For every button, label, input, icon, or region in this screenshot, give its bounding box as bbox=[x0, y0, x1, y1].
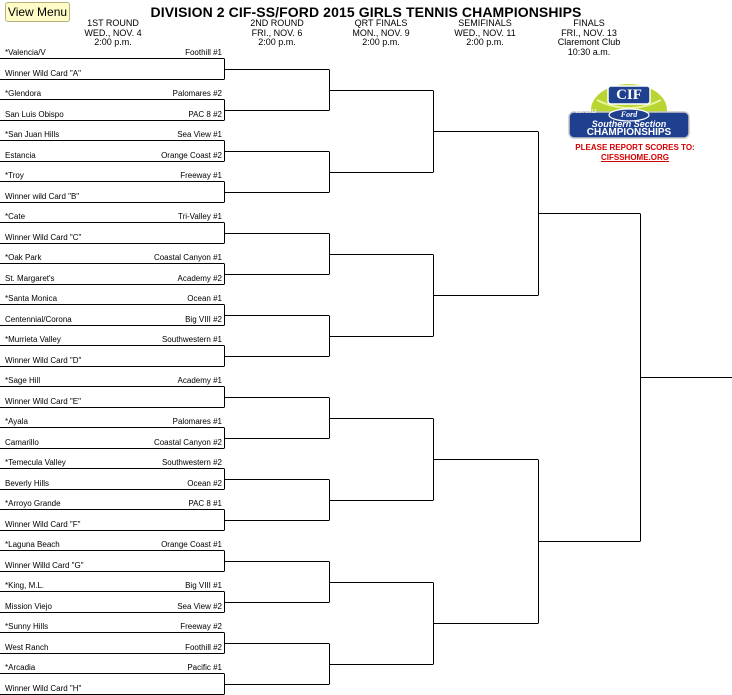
team-name: Winner wild Card "B" bbox=[5, 192, 80, 201]
report-link[interactable]: CIFSSHOME.ORG bbox=[600, 152, 669, 162]
team-name: *Troy bbox=[5, 171, 24, 180]
report-scores-notice bbox=[555, 143, 715, 162]
team-seed: Palomares #1 bbox=[172, 417, 222, 426]
team-name: *Sage Hill bbox=[5, 376, 41, 385]
team-seed: Coastal Canyon #1 bbox=[153, 253, 222, 262]
team-seed: Ocean #2 bbox=[187, 479, 222, 488]
team-seed: Tri-Valley #1 bbox=[177, 212, 222, 221]
round-time: 2:00 p.m. bbox=[466, 37, 504, 47]
team-seed: Orange Coast #2 bbox=[161, 151, 222, 160]
team-name: *Valencia/V bbox=[5, 48, 46, 57]
team-name: *Oak Park bbox=[5, 253, 42, 262]
page-title: DIVISION 2 CIF-SS/FORD 2015 GIRLS TENNIS CHAMPIONSHIPS bbox=[150, 4, 582, 20]
team-name: Estancia bbox=[5, 151, 36, 160]
round-time: Claremont Club bbox=[557, 37, 621, 47]
team-seed: Academy #1 bbox=[177, 376, 222, 385]
logo-line1: Southern Section bbox=[591, 119, 667, 129]
team-seed: Foothill #1 bbox=[185, 48, 222, 57]
team-name: *Santa Monica bbox=[5, 294, 58, 303]
round-name: FINALS bbox=[573, 18, 605, 28]
round-name: 2ND ROUND bbox=[250, 18, 304, 28]
round-extra: 10:30 a.m. bbox=[567, 46, 611, 57]
team-name: Centennial/Corona bbox=[5, 315, 72, 324]
team-name: Winner Wild Card "A" bbox=[5, 69, 81, 78]
team-seed: Foothill #2 bbox=[185, 643, 222, 652]
team-name: San Luis Obispo bbox=[5, 110, 64, 119]
round-name: SEMIFINALS bbox=[458, 18, 512, 28]
team-name: *San Juan Hills bbox=[5, 130, 60, 139]
team-name: *Arcadia bbox=[5, 663, 36, 672]
round-name: QRT FINALS bbox=[354, 18, 408, 28]
team-name: Winner Wild Card "C" bbox=[5, 233, 82, 242]
team-seed: Palomares #2 bbox=[172, 89, 222, 98]
round-date: FRI., NOV. 13 bbox=[561, 27, 617, 38]
team-seed: Big VIII #2 bbox=[185, 315, 222, 324]
team-seed: Freeway #2 bbox=[180, 622, 222, 631]
team-name: Winner Wild Card "F" bbox=[5, 520, 81, 529]
team-seed: Ocean #1 bbox=[187, 294, 222, 303]
team-seed: PAC 8 #2 bbox=[188, 110, 222, 119]
report-text: PLEASE REPORT SCORES TO: bbox=[575, 143, 695, 152]
view-menu-button[interactable]: View Menu bbox=[5, 2, 70, 22]
team-name: St. Margaret's bbox=[5, 274, 55, 283]
team-name: Winner Wild Card "E" bbox=[5, 397, 81, 406]
team-seed: Orange Coast #1 bbox=[161, 540, 222, 549]
logo-line2: CHAMPIONSHIPS bbox=[586, 127, 672, 138]
team-name: Winner Willd Card "G" bbox=[5, 561, 84, 570]
team-seed: Sea View #2 bbox=[177, 602, 222, 611]
team-name: Winner Wild Card "D" bbox=[5, 356, 82, 365]
team-name: *Arroyo Grande bbox=[5, 499, 61, 508]
round-date: MON., NOV. 9 bbox=[352, 27, 410, 38]
team-seed: Southwestern #2 bbox=[161, 458, 222, 467]
team-name: *Temecula Valley bbox=[5, 458, 66, 467]
team-seed: Big VIII #1 bbox=[185, 581, 222, 590]
team-name: *Ayala bbox=[5, 417, 28, 426]
round-time: 2:00 p.m. bbox=[258, 37, 296, 47]
round-time: 2:00 p.m. bbox=[362, 37, 400, 47]
round-date: WED., NOV. 11 bbox=[454, 27, 516, 38]
team-seed: Academy #2 bbox=[177, 274, 222, 283]
team-name: *Glendora bbox=[5, 89, 42, 98]
logo-est: Est. 1913 bbox=[575, 109, 597, 115]
team-seed: PAC 8 #1 bbox=[188, 499, 222, 508]
team-name: Mission Viejo bbox=[5, 602, 52, 611]
round-time: 2:00 p.m. bbox=[94, 37, 132, 47]
team-seed: Sea View #1 bbox=[177, 130, 222, 139]
team-seed: Freeway #1 bbox=[180, 171, 222, 180]
team-name: *Cate bbox=[5, 212, 26, 221]
team-name: *Murrieta Valley bbox=[5, 335, 61, 344]
team-name: West Ranch bbox=[5, 643, 49, 652]
team-seed: Pacific #1 bbox=[187, 663, 222, 672]
cif-ford-logo bbox=[563, 82, 695, 144]
team-name: Winner Wild Card "H" bbox=[5, 684, 82, 693]
cif-logo-text: CIF bbox=[616, 87, 642, 103]
team-name: Beverly Hills bbox=[5, 479, 50, 488]
team-name: Camarillo bbox=[5, 438, 39, 447]
team-seed: Coastal Canyon #2 bbox=[153, 438, 222, 447]
round-name: 1ST ROUND bbox=[87, 18, 139, 28]
round-date: FRI., NOV. 6 bbox=[251, 27, 303, 38]
ford-logo-text: Ford bbox=[620, 110, 638, 119]
team-name: *Laguna Beach bbox=[5, 540, 60, 549]
team-seed: Southwestern #1 bbox=[161, 335, 222, 344]
team-name: *King, M.L. bbox=[5, 581, 45, 590]
round-date: WED., NOV. 4 bbox=[84, 27, 142, 38]
team-name: *Sunny Hills bbox=[5, 622, 49, 631]
